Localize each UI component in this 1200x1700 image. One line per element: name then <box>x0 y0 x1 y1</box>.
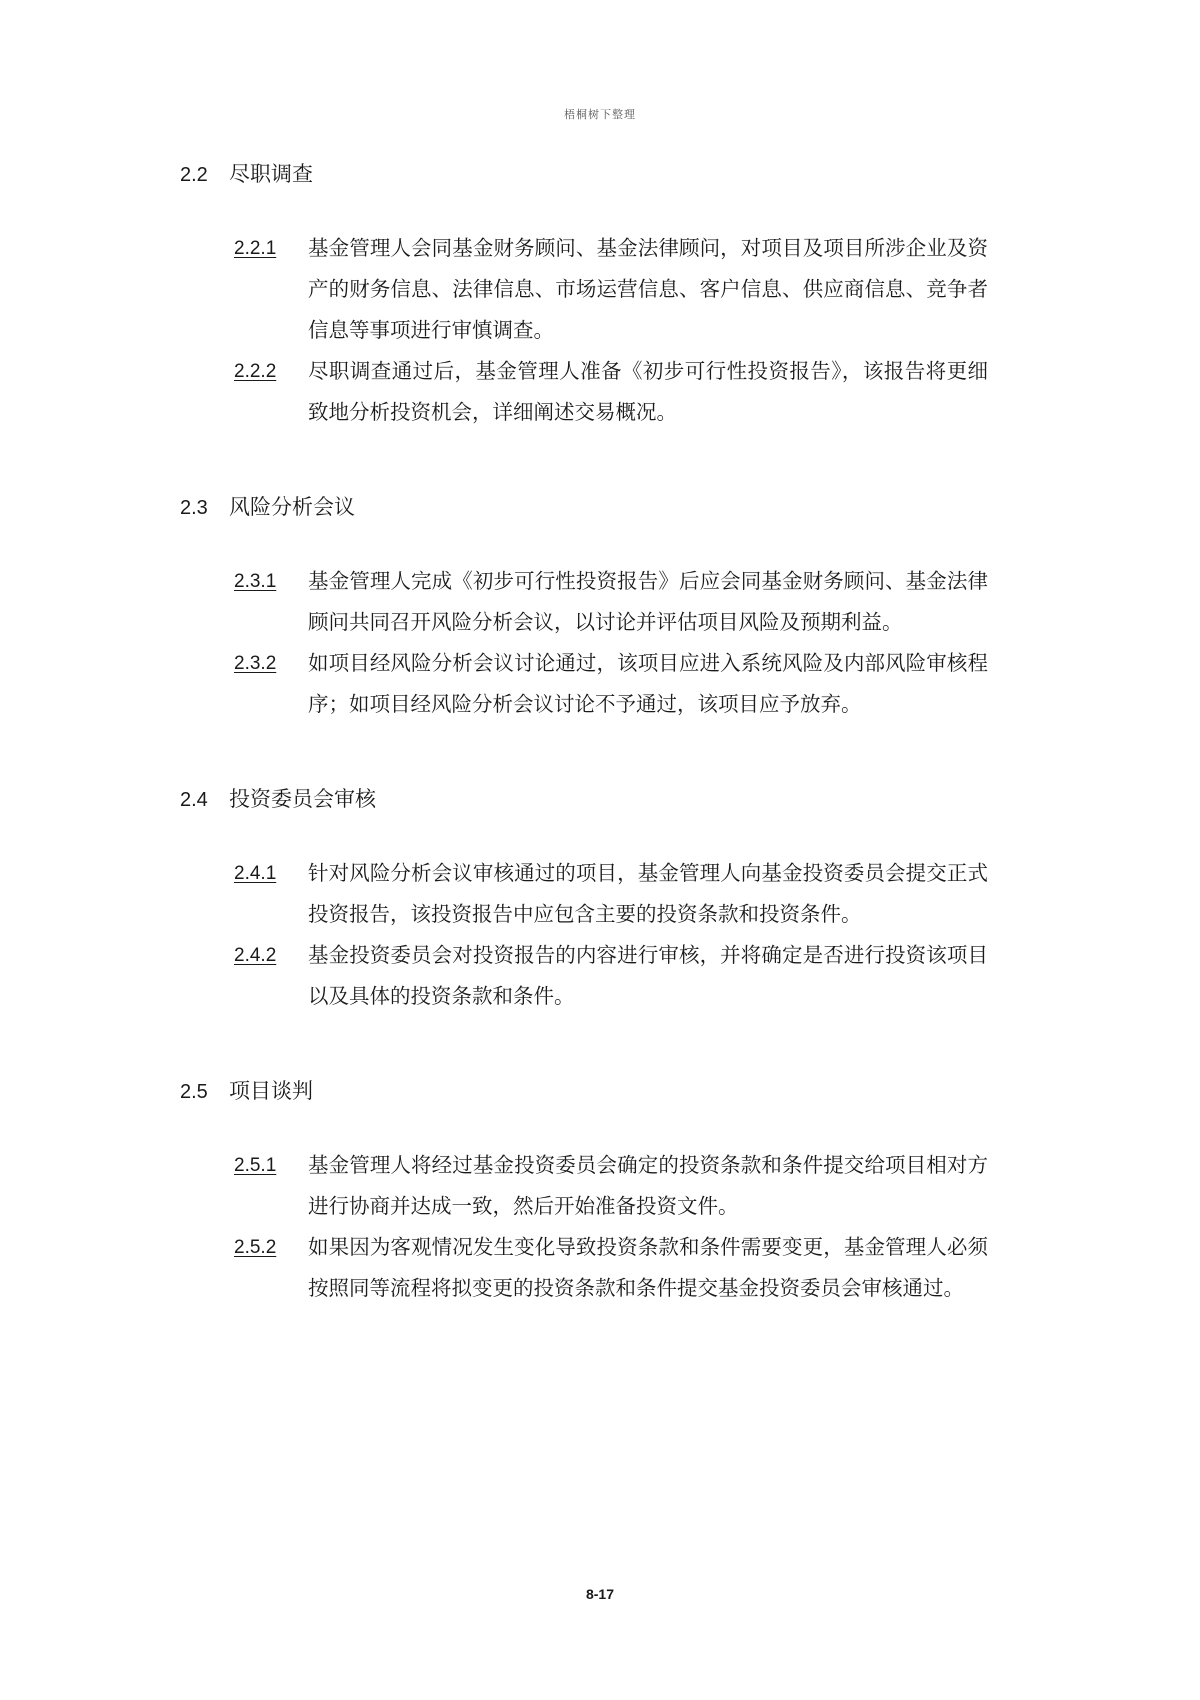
section-heading <box>180 775 1060 823</box>
section-heading <box>180 483 1060 531</box>
page-number: 8-17 <box>585 1586 615 1602</box>
clause-number: 2.4.1 <box>234 863 277 884</box>
section-number: 2.4 <box>180 789 208 811</box>
section-2-3 <box>180 483 1060 725</box>
clause-number: 2.5.2 <box>234 1237 277 1258</box>
clause-text: 基金管理人会同基金财务顾问、基金法律顾问，对项目及项目所涉企业及资产的财务信息、法律信息、市场运营信息、客户信息、供应商信息、竞争者信息等事项进行审慎调查。 <box>308 236 988 342</box>
clause-number: 2.2.2 <box>234 361 277 382</box>
clause-number: 2.3.2 <box>234 653 277 674</box>
clause-text: 针对风险分析会议审核通过的项目，基金管理人向基金投资委员会提交正式投资报告，该投资报告中应包含主要的投资条款和投资条件。 <box>308 861 988 926</box>
section-title: 风险分析会议 <box>229 495 355 519</box>
document-body <box>180 150 1060 1359</box>
section-number: 2.3 <box>180 497 208 519</box>
clause-2-5-2 <box>180 1227 988 1309</box>
clause-text: 基金管理人将经过基金投资委员会确定的投资条款和条件提交给项目相对方进行协商并达成一致，然后开始准备投资文件。 <box>308 1153 988 1218</box>
clause-2-4-1 <box>180 853 988 935</box>
section-title: 项目谈判 <box>229 1079 313 1103</box>
clause-2-5-1 <box>180 1145 988 1227</box>
clause-number: 2.4.2 <box>234 945 277 966</box>
section-heading <box>180 1067 1060 1115</box>
clause-2-3-1 <box>180 561 988 643</box>
clause-2-2-1 <box>180 228 988 351</box>
section-title: 尽职调查 <box>229 162 313 186</box>
clause-text: 尽职调查通过后，基金管理人准备《初步可行性投资报告》，该报告将更细致地分析投资机会，详细阐述交易概况。 <box>308 359 988 424</box>
clause-2-4-2 <box>180 935 988 1017</box>
section-title: 投资委员会审核 <box>229 787 376 811</box>
section-2-5 <box>180 1067 1060 1309</box>
clause-text: 基金管理人完成《初步可行性投资报告》后应会同基金财务顾问、基金法律顾问共同召开风险分析会议，以讨论并评估项目风险及预期利益。 <box>308 569 988 634</box>
section-2-4 <box>180 775 1060 1017</box>
clause-text: 如项目经风险分析会议讨论通过，该项目应进入系统风险及内部风险审核程序；如项目经风险分析会议讨论不予通过，该项目应予放弃。 <box>308 651 988 716</box>
clause-number: 2.2.1 <box>234 238 277 259</box>
clause-2-2-2 <box>180 351 988 433</box>
clause-2-3-2 <box>180 643 988 725</box>
clause-number: 2.5.1 <box>234 1155 277 1176</box>
section-number: 2.2 <box>180 164 208 186</box>
clause-text: 如果因为客观情况发生变化导致投资条款和条件需要变更，基金管理人必须按照同等流程将拟变更的投资条款和条件提交基金投资委员会审核通过。 <box>308 1235 988 1300</box>
section-2-2 <box>180 150 1060 433</box>
page-header: 梧桐树下整理 <box>564 108 636 121</box>
clause-number: 2.3.1 <box>234 571 277 592</box>
clause-text: 基金投资委员会对投资报告的内容进行审核，并将确定是否进行投资该项目以及具体的投资条款和条件。 <box>308 943 988 1008</box>
section-heading <box>180 150 1060 198</box>
section-number: 2.5 <box>180 1081 208 1103</box>
